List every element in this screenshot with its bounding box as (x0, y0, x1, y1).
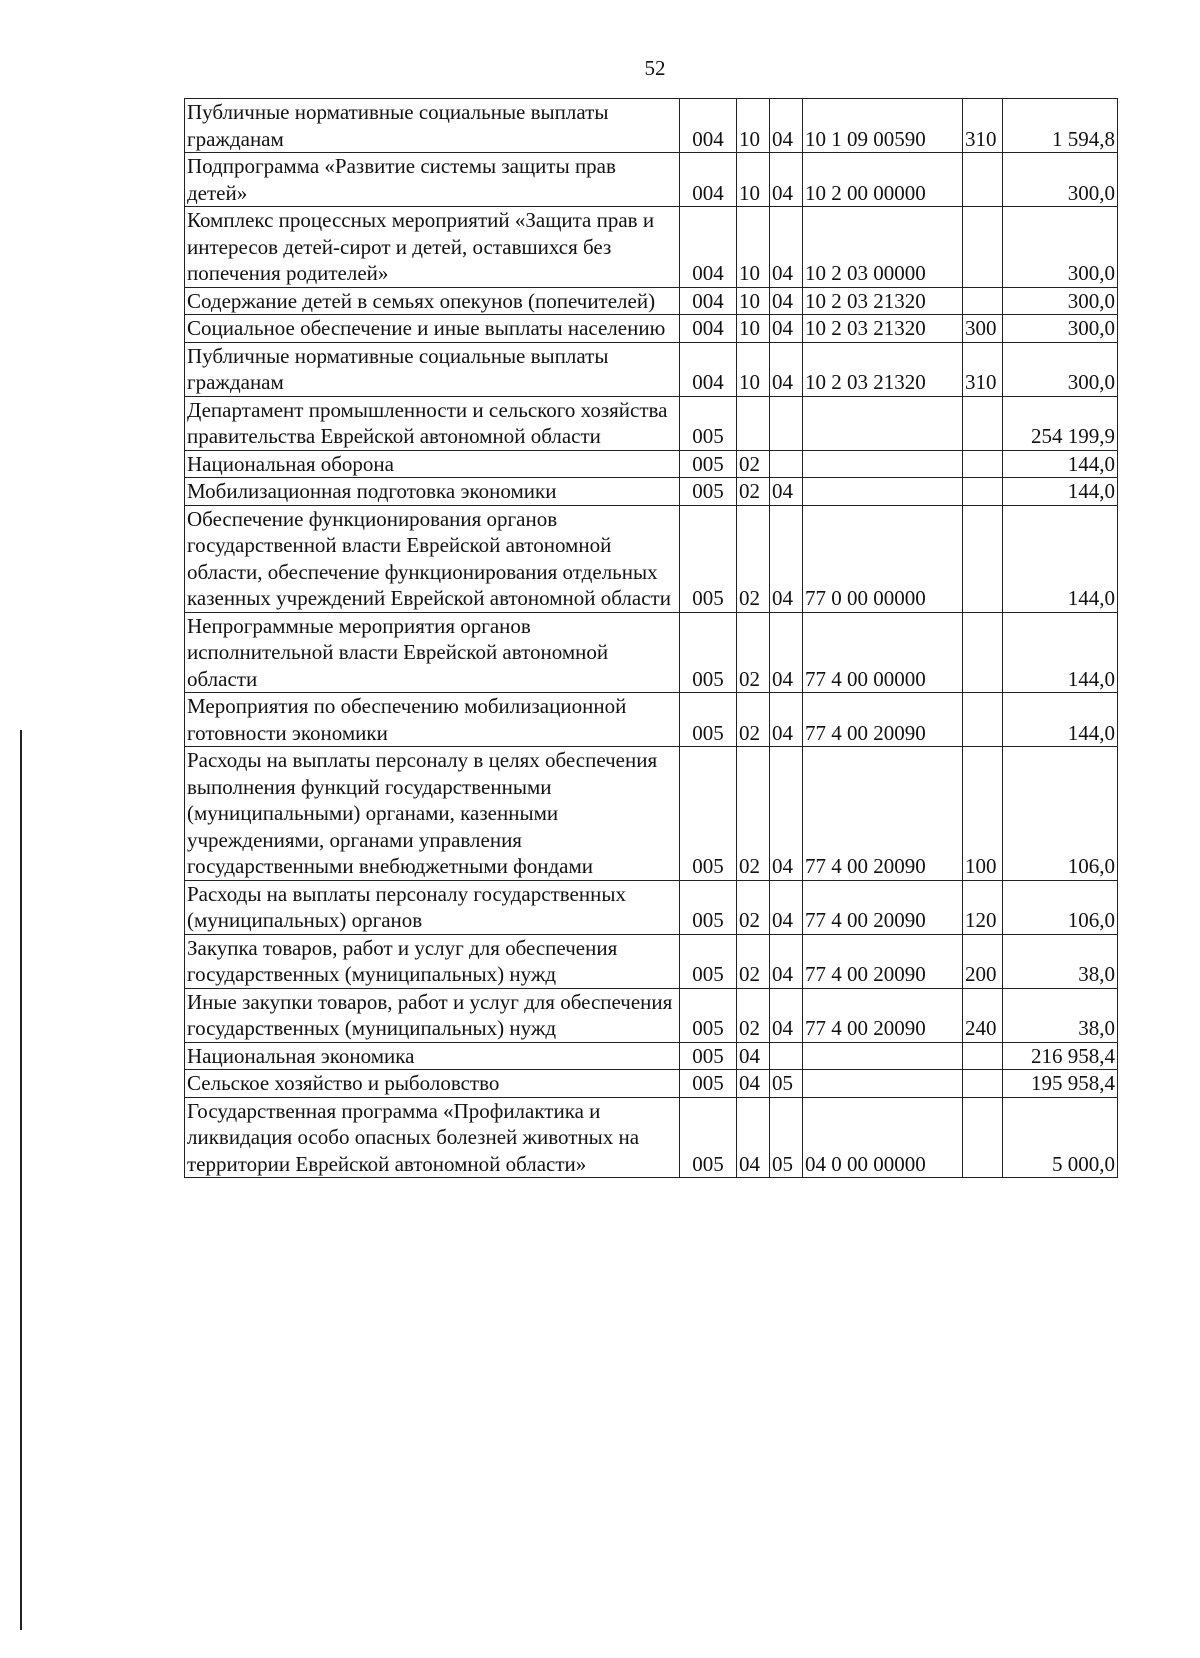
table-row (185, 612, 1118, 693)
row-sum-cell: 300,0 (1003, 315, 1118, 343)
table-row (185, 505, 1118, 612)
row-sum-cell: 254 199,9 (1003, 396, 1118, 450)
row-sum-cell: 144,0 (1003, 693, 1118, 747)
row-name-cell: Иные закупки товаров, работ и услуг для обеспечения государственных (муниципальных) нужд (185, 988, 680, 1042)
row-csr-code-cell: 77 4 00 20090 (803, 880, 963, 934)
table-row (185, 450, 1118, 478)
row-rz-code-cell: 02 (737, 747, 770, 881)
row-gr-code-cell: 004 (680, 207, 737, 288)
row-name-cell: Публичные нормативные социальные выплаты гражданам (185, 342, 680, 396)
row-gr-code-cell: 005 (680, 693, 737, 747)
row-pr-code-cell: 04 (770, 99, 803, 153)
row-sum-cell: 300,0 (1003, 342, 1118, 396)
row-csr-code-cell: 10 2 03 21320 (803, 342, 963, 396)
table-row (185, 153, 1118, 207)
row-vr-code-cell: 300 (963, 315, 1003, 343)
row-vr-code-cell (963, 207, 1003, 288)
row-vr-code-cell (963, 287, 1003, 315)
row-gr-code-cell: 004 (680, 287, 737, 315)
row-pr-code-cell: 04 (770, 342, 803, 396)
row-vr-code-cell (963, 478, 1003, 506)
row-name-cell: Подпрограмма «Развитие системы защиты прав детей» (185, 153, 680, 207)
row-pr-code-cell: 04 (770, 315, 803, 343)
row-name-cell: Департамент промышленности и сельского хозяйства правительства Еврейской автономной области (185, 396, 680, 450)
row-vr-code-cell: 310 (963, 342, 1003, 396)
row-csr-code-cell (803, 1042, 963, 1070)
row-rz-code-cell: 10 (737, 342, 770, 396)
scan-edge-line (20, 730, 22, 1630)
row-sum-cell: 144,0 (1003, 450, 1118, 478)
row-pr-code-cell: 04 (770, 880, 803, 934)
row-vr-code-cell (963, 396, 1003, 450)
row-csr-code-cell: 04 0 00 00000 (803, 1097, 963, 1178)
row-sum-cell: 144,0 (1003, 505, 1118, 612)
row-pr-code-cell: 04 (770, 207, 803, 288)
row-pr-code-cell (770, 396, 803, 450)
row-pr-code-cell: 04 (770, 988, 803, 1042)
row-gr-code-cell: 005 (680, 450, 737, 478)
row-vr-code-cell: 240 (963, 988, 1003, 1042)
table-row (185, 693, 1118, 747)
row-gr-code-cell: 004 (680, 99, 737, 153)
row-sum-cell: 300,0 (1003, 153, 1118, 207)
row-gr-code-cell: 005 (680, 478, 737, 506)
row-name-cell: Государственная программа «Профилактика и ликвидация особо опасных болезней животных на территории Еврейской автономной области» (185, 1097, 680, 1178)
row-sum-cell: 216 958,4 (1003, 1042, 1118, 1070)
row-name-cell: Сельское хозяйство и рыболовство (185, 1070, 680, 1098)
row-sum-cell: 106,0 (1003, 747, 1118, 881)
row-rz-code-cell: 02 (737, 880, 770, 934)
row-csr-code-cell (803, 478, 963, 506)
table-row (185, 1042, 1118, 1070)
row-sum-cell: 38,0 (1003, 988, 1118, 1042)
table-row (185, 287, 1118, 315)
row-gr-code-cell: 005 (680, 505, 737, 612)
row-gr-code-cell: 005 (680, 880, 737, 934)
row-gr-code-cell: 005 (680, 396, 737, 450)
row-gr-code-cell: 005 (680, 1042, 737, 1070)
table-row (185, 988, 1118, 1042)
row-pr-code-cell: 04 (770, 505, 803, 612)
row-name-cell: Обеспечение функционирования органов государственной власти Еврейской автономной области, обеспечение функционирования отдельных казенных учреждений Еврейской автономной области (185, 505, 680, 612)
row-rz-code-cell: 02 (737, 988, 770, 1042)
row-rz-code-cell: 04 (737, 1097, 770, 1178)
row-csr-code-cell: 77 4 00 20090 (803, 693, 963, 747)
row-vr-code-cell (963, 1042, 1003, 1070)
table-row (185, 1097, 1118, 1178)
row-rz-code-cell: 02 (737, 612, 770, 693)
table-row (185, 342, 1118, 396)
row-gr-code-cell: 004 (680, 342, 737, 396)
row-gr-code-cell: 004 (680, 153, 737, 207)
row-name-cell: Социальное обеспечение и иные выплаты населению (185, 315, 680, 343)
row-csr-code-cell (803, 396, 963, 450)
row-vr-code-cell: 120 (963, 880, 1003, 934)
row-sum-cell: 144,0 (1003, 612, 1118, 693)
row-csr-code-cell: 10 2 03 21320 (803, 315, 963, 343)
row-pr-code-cell: 04 (770, 934, 803, 988)
row-pr-code-cell (770, 1042, 803, 1070)
row-vr-code-cell (963, 612, 1003, 693)
row-sum-cell: 1 594,8 (1003, 99, 1118, 153)
row-pr-code-cell: 05 (770, 1097, 803, 1178)
row-name-cell: Национальная экономика (185, 1042, 680, 1070)
row-csr-code-cell: 10 1 09 00590 (803, 99, 963, 153)
row-name-cell: Содержание детей в семьях опекунов (попечителей) (185, 287, 680, 315)
row-name-cell: Расходы на выплаты персоналу государственных (муниципальных) органов (185, 880, 680, 934)
row-vr-code-cell (963, 693, 1003, 747)
row-pr-code-cell: 04 (770, 478, 803, 506)
row-rz-code-cell: 04 (737, 1042, 770, 1070)
row-rz-code-cell: 02 (737, 478, 770, 506)
row-rz-code-cell: 10 (737, 315, 770, 343)
row-rz-code-cell: 04 (737, 1070, 770, 1098)
row-name-cell: Публичные нормативные социальные выплаты гражданам (185, 99, 680, 153)
table-row (185, 396, 1118, 450)
row-csr-code-cell: 77 4 00 00000 (803, 612, 963, 693)
row-vr-code-cell (963, 505, 1003, 612)
row-pr-code-cell: 05 (770, 1070, 803, 1098)
table-row (185, 747, 1118, 881)
row-name-cell: Непрограммные мероприятия органов исполнительной власти Еврейской автономной области (185, 612, 680, 693)
row-rz-code-cell: 02 (737, 934, 770, 988)
row-gr-code-cell: 005 (680, 747, 737, 881)
table-row (185, 99, 1118, 153)
table-row (185, 880, 1118, 934)
row-csr-code-cell: 10 2 00 00000 (803, 153, 963, 207)
row-csr-code-cell (803, 450, 963, 478)
row-vr-code-cell (963, 1070, 1003, 1098)
row-pr-code-cell: 04 (770, 153, 803, 207)
table-row (185, 207, 1118, 288)
row-pr-code-cell: 04 (770, 747, 803, 881)
row-vr-code-cell (963, 1097, 1003, 1178)
row-pr-code-cell: 04 (770, 287, 803, 315)
page-number: 52 (644, 56, 666, 80)
row-sum-cell: 300,0 (1003, 207, 1118, 288)
row-vr-code-cell: 310 (963, 99, 1003, 153)
row-name-cell: Национальная оборона (185, 450, 680, 478)
row-rz-code-cell: 10 (737, 99, 770, 153)
row-sum-cell: 144,0 (1003, 478, 1118, 506)
row-gr-code-cell: 004 (680, 315, 737, 343)
row-name-cell: Комплекс процессных мероприятий «Защита прав и интересов детей-сирот и детей, оставшихся без попечения родителей» (185, 207, 680, 288)
row-csr-code-cell (803, 1070, 963, 1098)
row-csr-code-cell: 77 0 00 00000 (803, 505, 963, 612)
row-sum-cell: 38,0 (1003, 934, 1118, 988)
table-row (185, 315, 1118, 343)
row-csr-code-cell: 10 2 03 21320 (803, 287, 963, 315)
row-pr-code-cell (770, 450, 803, 478)
table-row (185, 478, 1118, 506)
row-csr-code-cell: 77 4 00 20090 (803, 934, 963, 988)
row-sum-cell: 106,0 (1003, 880, 1118, 934)
row-rz-code-cell: 10 (737, 287, 770, 315)
row-rz-code-cell: 02 (737, 693, 770, 747)
row-name-cell: Расходы на выплаты персоналу в целях обеспечения выполнения функций государственными (муниципальными) органами, казенными учреждениями, органами управления государственными внебюджетными фондами (185, 747, 680, 881)
row-sum-cell: 195 958,4 (1003, 1070, 1118, 1098)
row-gr-code-cell: 005 (680, 988, 737, 1042)
row-gr-code-cell: 005 (680, 1097, 737, 1178)
row-name-cell: Мобилизационная подготовка экономики (185, 478, 680, 506)
row-vr-code-cell (963, 450, 1003, 478)
row-pr-code-cell: 04 (770, 612, 803, 693)
row-csr-code-cell: 77 4 00 20090 (803, 747, 963, 881)
table-row (185, 934, 1118, 988)
row-rz-code-cell (737, 396, 770, 450)
row-rz-code-cell: 10 (737, 153, 770, 207)
row-gr-code-cell: 005 (680, 1070, 737, 1098)
row-sum-cell: 300,0 (1003, 287, 1118, 315)
row-csr-code-cell: 77 4 00 20090 (803, 988, 963, 1042)
row-gr-code-cell: 005 (680, 612, 737, 693)
row-rz-code-cell: 10 (737, 207, 770, 288)
row-name-cell: Мероприятия по обеспечению мобилизационной готовности экономики (185, 693, 680, 747)
row-gr-code-cell: 005 (680, 934, 737, 988)
row-rz-code-cell: 02 (737, 450, 770, 478)
table-row (185, 1070, 1118, 1098)
row-sum-cell: 5 000,0 (1003, 1097, 1118, 1178)
row-pr-code-cell: 04 (770, 693, 803, 747)
row-name-cell: Закупка товаров, работ и услуг для обеспечения государственных (муниципальных) нужд (185, 934, 680, 988)
row-csr-code-cell: 10 2 03 00000 (803, 207, 963, 288)
row-vr-code-cell: 100 (963, 747, 1003, 881)
row-vr-code-cell (963, 153, 1003, 207)
row-vr-code-cell: 200 (963, 934, 1003, 988)
row-rz-code-cell: 02 (737, 505, 770, 612)
budget-table (184, 98, 1118, 1178)
